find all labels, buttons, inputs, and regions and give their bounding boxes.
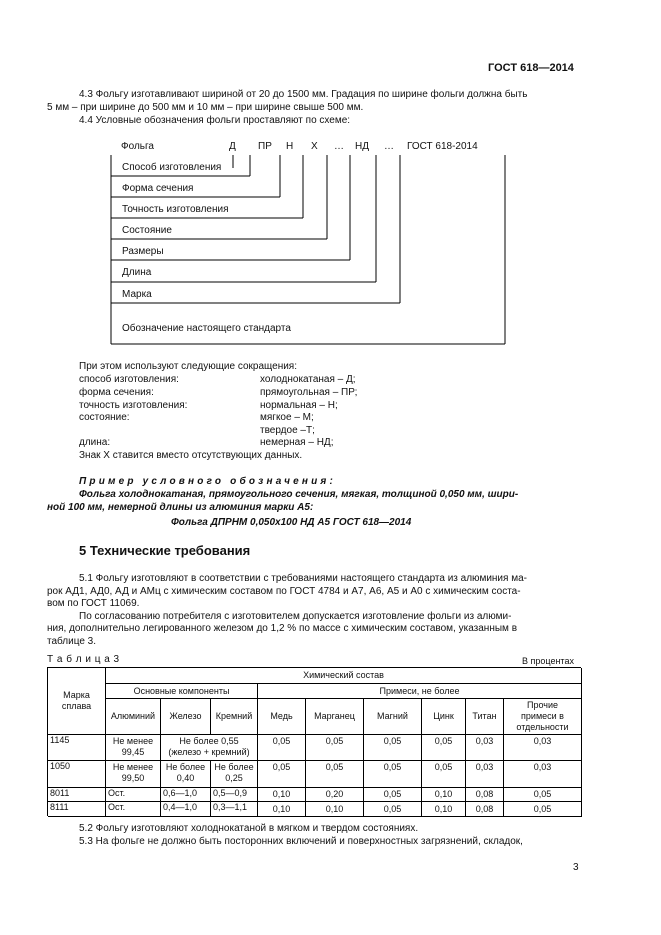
example-title: Пример условного обозначения: xyxy=(79,476,337,487)
header-copper: Медь xyxy=(258,699,306,735)
header-main-components: Основные компоненты xyxy=(106,684,258,699)
scheme-code-method: Д xyxy=(229,141,236,152)
header-titanium: Титан xyxy=(466,699,504,735)
table-cell: Не менее 99,45 xyxy=(106,735,161,761)
abbr-value: нормальная – Н; xyxy=(260,400,338,411)
scheme-code-accuracy: Н xyxy=(286,141,294,152)
paragraph-5-1b-line1: По согласованию потребителя с изготовителем допускается изготовление фольги из алюми- xyxy=(79,611,512,622)
table-row-grade: 1050 xyxy=(48,761,106,788)
paragraph-5-2: 5.2 Фольгу изготовляют холоднокатаной в мягком и твердом состояниях. xyxy=(79,823,419,834)
scheme-code-state: Х xyxy=(311,141,318,152)
table-cell: 0,6—1,0 xyxy=(161,788,211,802)
header-silicon: Кремний xyxy=(211,699,258,735)
table-cell: 0,10 xyxy=(258,788,306,802)
paragraph-5-3: 5.3 На фольге не должно быть посторонних включений и поверхностных загрязнений, складок, xyxy=(79,836,523,847)
abbreviations-note: Знак Х ставится вместо отсутствующих данных. xyxy=(79,450,303,461)
table-cell: 0,05 xyxy=(258,761,306,788)
table-cell: 0,10 xyxy=(422,788,466,802)
table-cell: Не более 0,25 xyxy=(211,761,258,788)
abbr-value: холоднокатаная – Д; xyxy=(260,374,356,385)
scheme-row-state: Состояние xyxy=(122,225,172,236)
table-cell: 0,05 xyxy=(422,761,466,788)
scheme-code-size: … xyxy=(334,141,344,152)
table-cell: 0,20 xyxy=(306,788,364,802)
table-cell: 0,4—1,0 xyxy=(161,802,211,817)
page-number: 3 xyxy=(573,862,579,873)
header-iron: Железо xyxy=(161,699,211,735)
table-cell: 0,10 xyxy=(422,802,466,817)
table-cell: 0,05 xyxy=(364,735,422,761)
paragraph-4-3-line1: 4.3 Фольгу изготавливают шириной от 20 до 1500 мм. Градация по ширине фольги должна быть xyxy=(79,89,528,100)
table-cell: Не более 0,40 xyxy=(161,761,211,788)
scheme-row-size: Размеры xyxy=(122,246,164,257)
scheme-code-grade: … xyxy=(384,141,394,152)
table-cell: Ост. xyxy=(106,802,161,817)
table-cell: 0,10 xyxy=(306,802,364,817)
header-other-impurities: Прочие примеси в отдельности xyxy=(504,699,582,735)
table-cell: 0,3—1,1 xyxy=(211,802,258,817)
scheme-row-length: Длина xyxy=(122,267,152,278)
table-cell: 0,03 xyxy=(504,761,582,788)
example-line1: Фольга холоднокатаная, прямоугольного сечения, мягкая, толщиной 0,050 мм, шири- xyxy=(79,489,519,500)
abbr-value: твердое –Т; xyxy=(260,425,315,436)
table-cell: 0,03 xyxy=(504,735,582,761)
scheme-row-section: Форма сечения xyxy=(122,183,194,194)
header-manganese: Марганец xyxy=(306,699,364,735)
scheme-row-standard: Обозначение настоящего стандарта xyxy=(122,323,291,334)
table-cell: 0,03 xyxy=(466,761,504,788)
table-caption: Т а б л и ц а 3 xyxy=(47,654,120,665)
table-cell: 0,05 xyxy=(306,761,364,788)
abbr-term: длина: xyxy=(79,437,111,448)
paragraph-5-1b-line3: таблице 3. xyxy=(47,636,97,647)
abbreviations-intro: При этом используют следующие сокращения: xyxy=(79,361,297,372)
table-cell: 0,10 xyxy=(258,802,306,817)
table-row-grade: 1145 xyxy=(48,735,106,761)
abbr-value: прямоугольная – ПР; xyxy=(260,387,358,398)
scheme-code-section: ПР xyxy=(258,141,272,152)
table-cell: 0,05 xyxy=(504,788,582,802)
scheme-row-method: Способ изготовления xyxy=(122,162,222,173)
table-cell: 0,05 xyxy=(422,735,466,761)
abbr-value: мягкое – М; xyxy=(260,412,314,423)
table-cell: Не менее 99,50 xyxy=(106,761,161,788)
abbr-term: состояние: xyxy=(79,412,130,423)
example-line2: ной 100 мм, немерной длины из алюминия марки А5: xyxy=(47,502,314,513)
abbr-term: точность изготовления: xyxy=(79,400,188,411)
table-cell: 0,08 xyxy=(466,802,504,817)
scheme-label-foil: Фольга xyxy=(121,141,154,152)
scheme-code-standard: ГОСТ 618-2014 xyxy=(407,141,478,152)
paragraph-5-1b-line2: ния, дополнительно легированного железом до 1,2 % по массе с химическим составом, указанным в xyxy=(47,623,518,634)
header-impurities: Примеси, не более xyxy=(258,684,582,699)
table-cell: Ост. xyxy=(106,788,161,802)
table-cell: 0,05 xyxy=(258,735,306,761)
paragraph-5-1-line3: вом по ГОСТ 11069. xyxy=(47,598,140,609)
header-magnesium: Магний xyxy=(364,699,422,735)
table-cell: 0,05 xyxy=(364,788,422,802)
scheme-code-length: НД xyxy=(355,141,369,152)
standard-header: ГОСТ 618—2014 xyxy=(488,62,574,74)
table-cell: 0,5—0,9 xyxy=(211,788,258,802)
abbr-term: форма сечения: xyxy=(79,387,154,398)
paragraph-4-4: 4.4 Условные обозначения фольги проставляют по схеме: xyxy=(79,115,351,126)
header-zinc: Цинк xyxy=(422,699,466,735)
table-cell: 0,05 xyxy=(306,735,364,761)
table-row-grade: 8011 xyxy=(48,788,106,802)
header-chemical-composition: Химический состав xyxy=(106,668,582,684)
table-cell: 0,05 xyxy=(504,802,582,817)
scheme-row-accuracy: Точность изготовления xyxy=(122,204,229,215)
composition-table xyxy=(47,667,581,816)
paragraph-5-1-line2: рок АД1, АД0, АД и АМц с химическим составом по ГОСТ 4784 и А7, А6, А5 и А0 с химическим соста- xyxy=(47,586,521,597)
header-grade: Марка сплава xyxy=(48,668,106,735)
scheme-row-grade: Марка xyxy=(122,289,152,300)
table-cell: Не более 0,55 (железо + кремний) xyxy=(161,735,258,761)
section-5-title: 5 Технические требования xyxy=(79,543,251,558)
table-units: В процентах xyxy=(522,656,574,666)
example-designation: Фольга ДПРНМ 0,050х100 НД А5 ГОСТ 618—2014 xyxy=(171,517,412,528)
table-cell: 0,05 xyxy=(364,802,422,817)
paragraph-4-3-line2: 5 мм – при ширине до 500 мм и 10 мм – при ширине свыше 500 мм. xyxy=(47,102,364,113)
abbr-value: немерная – НД; xyxy=(260,437,334,448)
table-cell: 0,08 xyxy=(466,788,504,802)
abbr-term: способ изготовления: xyxy=(79,374,179,385)
table-cell: 0,03 xyxy=(466,735,504,761)
table-row-grade: 8111 xyxy=(48,802,106,817)
paragraph-5-1-line1: 5.1 Фольгу изготовляют в соответствии с требованиями настоящего стандарта из алюминия ма- xyxy=(79,573,527,584)
table-cell: 0,05 xyxy=(364,761,422,788)
header-aluminium: Алюминий xyxy=(106,699,161,735)
